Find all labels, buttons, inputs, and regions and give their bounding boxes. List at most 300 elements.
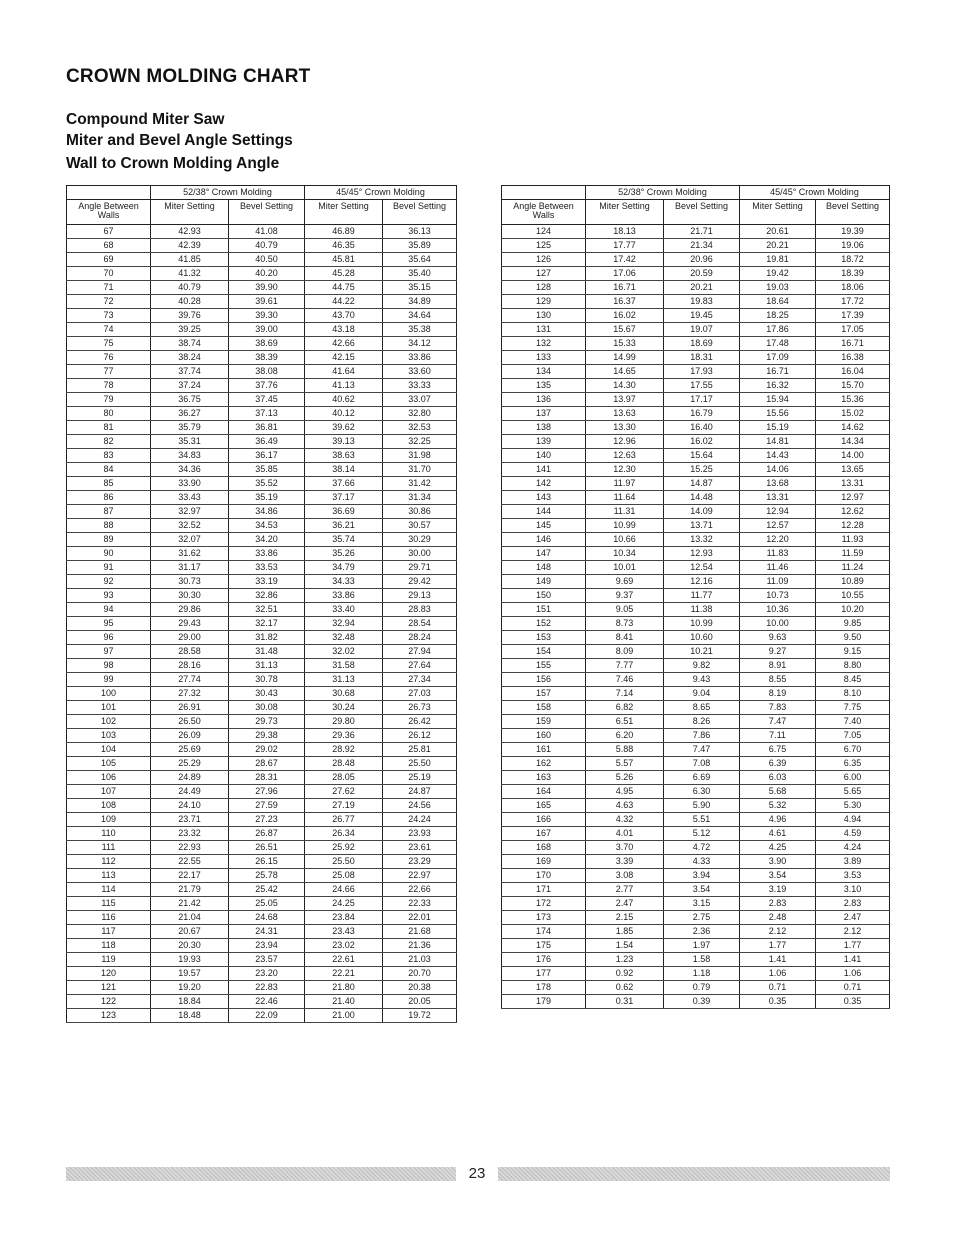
miter-52-38-cell: 36.75 — [151, 393, 229, 407]
bevel-45-45-cell: 35.15 — [383, 281, 457, 295]
bevel-52-38-cell: 14.87 — [664, 477, 740, 491]
header-blank-cell — [502, 186, 586, 200]
angle-between-walls-cell: 69 — [67, 253, 151, 267]
bevel-45-45-cell: 14.34 — [816, 435, 890, 449]
miter-45-45-cell: 1.41 — [740, 953, 816, 967]
miter-45-45-cell: 21.80 — [305, 981, 383, 995]
miter-45-45-cell: 29.80 — [305, 715, 383, 729]
bevel-45-45-cell: 23.29 — [383, 855, 457, 869]
miter-52-38-cell: 17.77 — [586, 239, 664, 253]
miter-45-45-cell: 17.09 — [740, 351, 816, 365]
miter-45-45-cell: 6.39 — [740, 757, 816, 771]
bevel-45-45-cell: 4.59 — [816, 827, 890, 841]
miter-45-45-cell: 42.66 — [305, 337, 383, 351]
bevel-45-45-cell: 35.40 — [383, 267, 457, 281]
header-miter-setting-45-45: Miter Setting — [305, 200, 383, 225]
table-row — [67, 715, 457, 729]
angle-between-walls-cell: 115 — [67, 897, 151, 911]
miter-45-45-cell: 14.06 — [740, 463, 816, 477]
bevel-52-38-cell: 29.02 — [229, 743, 305, 757]
miter-52-38-cell: 38.74 — [151, 337, 229, 351]
miter-52-38-cell: 14.30 — [586, 379, 664, 393]
miter-45-45-cell: 34.79 — [305, 561, 383, 575]
table-row — [502, 911, 890, 925]
table-row — [67, 281, 457, 295]
bevel-45-45-cell: 24.56 — [383, 799, 457, 813]
bevel-45-45-cell: 33.07 — [383, 393, 457, 407]
angle-between-walls-cell: 77 — [67, 365, 151, 379]
miter-52-38-cell: 39.76 — [151, 309, 229, 323]
miter-45-45-cell: 27.19 — [305, 799, 383, 813]
bevel-52-38-cell: 39.61 — [229, 295, 305, 309]
table-row — [67, 883, 457, 897]
miter-52-38-cell: 34.83 — [151, 449, 229, 463]
table-row — [67, 743, 457, 757]
table-row — [67, 435, 457, 449]
miter-52-38-cell: 42.93 — [151, 225, 229, 239]
bevel-52-38-cell: 29.38 — [229, 729, 305, 743]
bevel-52-38-cell: 1.97 — [664, 939, 740, 953]
table-row — [67, 953, 457, 967]
bevel-52-38-cell: 19.45 — [664, 309, 740, 323]
table-row — [502, 631, 890, 645]
subtitle-miter-bevel-settings: Miter and Bevel Angle Settings — [66, 132, 293, 149]
bevel-45-45-cell: 22.01 — [383, 911, 457, 925]
table-row — [502, 617, 890, 631]
bevel-45-45-cell: 23.61 — [383, 841, 457, 855]
header-blank-cell — [67, 186, 151, 200]
miter-45-45-cell: 32.02 — [305, 645, 383, 659]
bevel-45-45-cell: 19.39 — [816, 225, 890, 239]
bevel-45-45-cell: 5.30 — [816, 799, 890, 813]
bevel-52-38-cell: 27.96 — [229, 785, 305, 799]
miter-45-45-cell: 29.36 — [305, 729, 383, 743]
angle-between-walls-cell: 73 — [67, 309, 151, 323]
miter-52-38-cell: 41.32 — [151, 267, 229, 281]
table-row — [67, 463, 457, 477]
bevel-52-38-cell: 7.08 — [664, 757, 740, 771]
miter-45-45-cell: 15.94 — [740, 393, 816, 407]
bevel-45-45-cell: 28.54 — [383, 617, 457, 631]
bevel-45-45-cell: 22.97 — [383, 869, 457, 883]
bevel-52-38-cell: 26.51 — [229, 841, 305, 855]
miter-45-45-cell: 13.31 — [740, 491, 816, 505]
angle-between-walls-cell: 139 — [502, 435, 586, 449]
table-row — [502, 757, 890, 771]
bevel-52-38-cell: 15.25 — [664, 463, 740, 477]
angle-between-walls-cell: 125 — [502, 239, 586, 253]
angle-between-walls-cell: 135 — [502, 379, 586, 393]
miter-52-38-cell: 19.20 — [151, 981, 229, 995]
bevel-52-38-cell: 19.83 — [664, 295, 740, 309]
angle-between-walls-cell: 144 — [502, 505, 586, 519]
bevel-45-45-cell: 25.81 — [383, 743, 457, 757]
angle-between-walls-cell: 150 — [502, 589, 586, 603]
miter-45-45-cell: 28.48 — [305, 757, 383, 771]
miter-45-45-cell: 42.15 — [305, 351, 383, 365]
header-miter-setting-52-38: Miter Setting — [586, 200, 664, 225]
miter-52-38-cell: 26.91 — [151, 701, 229, 715]
table-row — [67, 617, 457, 631]
table-row — [502, 981, 890, 995]
bevel-52-38-cell: 32.86 — [229, 589, 305, 603]
bevel-45-45-cell: 30.86 — [383, 505, 457, 519]
miter-45-45-cell: 19.42 — [740, 267, 816, 281]
angle-between-walls-cell: 131 — [502, 323, 586, 337]
table-row — [67, 519, 457, 533]
miter-52-38-cell: 6.82 — [586, 701, 664, 715]
miter-52-38-cell: 7.46 — [586, 673, 664, 687]
bevel-45-45-cell: 31.70 — [383, 463, 457, 477]
bevel-52-38-cell: 27.59 — [229, 799, 305, 813]
angle-between-walls-cell: 93 — [67, 589, 151, 603]
miter-52-38-cell: 32.97 — [151, 505, 229, 519]
bevel-52-38-cell: 16.79 — [664, 407, 740, 421]
table-row — [67, 855, 457, 869]
bevel-45-45-cell: 1.06 — [816, 967, 890, 981]
bevel-52-38-cell: 30.43 — [229, 687, 305, 701]
table-row — [502, 309, 890, 323]
angle-between-walls-cell: 170 — [502, 869, 586, 883]
miter-45-45-cell: 28.92 — [305, 743, 383, 757]
bevel-45-45-cell: 33.60 — [383, 365, 457, 379]
angle-between-walls-cell: 86 — [67, 491, 151, 505]
angle-between-walls-cell: 141 — [502, 463, 586, 477]
miter-45-45-cell: 1.06 — [740, 967, 816, 981]
bevel-52-38-cell: 30.78 — [229, 673, 305, 687]
miter-52-38-cell: 27.32 — [151, 687, 229, 701]
miter-45-45-cell: 11.83 — [740, 547, 816, 561]
miter-52-38-cell: 6.20 — [586, 729, 664, 743]
angle-between-walls-cell: 149 — [502, 575, 586, 589]
angle-between-walls-cell: 68 — [67, 239, 151, 253]
table-row — [502, 323, 890, 337]
bevel-45-45-cell: 8.45 — [816, 673, 890, 687]
bevel-52-38-cell: 5.90 — [664, 799, 740, 813]
miter-52-38-cell: 23.71 — [151, 813, 229, 827]
bevel-45-45-cell: 2.12 — [816, 925, 890, 939]
angle-between-walls-cell: 151 — [502, 603, 586, 617]
bevel-45-45-cell: 8.80 — [816, 659, 890, 673]
bevel-52-38-cell: 38.08 — [229, 365, 305, 379]
table-row — [502, 841, 890, 855]
angle-between-walls-cell: 132 — [502, 337, 586, 351]
miter-52-38-cell: 35.79 — [151, 421, 229, 435]
table-row — [502, 967, 890, 981]
bevel-52-38-cell: 22.83 — [229, 981, 305, 995]
miter-52-38-cell: 26.50 — [151, 715, 229, 729]
footer-bar-left — [66, 1167, 456, 1181]
bevel-52-38-cell: 6.30 — [664, 785, 740, 799]
miter-45-45-cell: 44.22 — [305, 295, 383, 309]
bevel-45-45-cell: 10.89 — [816, 575, 890, 589]
miter-45-45-cell: 2.48 — [740, 911, 816, 925]
miter-45-45-cell: 0.71 — [740, 981, 816, 995]
miter-45-45-cell: 38.63 — [305, 449, 383, 463]
miter-45-45-cell: 32.94 — [305, 617, 383, 631]
miter-45-45-cell: 3.19 — [740, 883, 816, 897]
table-row — [502, 855, 890, 869]
bevel-52-38-cell: 6.69 — [664, 771, 740, 785]
miter-52-38-cell: 0.62 — [586, 981, 664, 995]
miter-45-45-cell: 5.32 — [740, 799, 816, 813]
table-row — [67, 603, 457, 617]
miter-45-45-cell: 43.70 — [305, 309, 383, 323]
table-row — [502, 463, 890, 477]
table-row — [502, 687, 890, 701]
table-row — [502, 785, 890, 799]
miter-52-38-cell: 10.99 — [586, 519, 664, 533]
miter-45-45-cell: 18.64 — [740, 295, 816, 309]
angle-between-walls-cell: 102 — [67, 715, 151, 729]
bevel-45-45-cell: 3.10 — [816, 883, 890, 897]
angle-between-walls-cell: 104 — [67, 743, 151, 757]
table-row — [502, 561, 890, 575]
bevel-52-38-cell: 36.81 — [229, 421, 305, 435]
table-row — [67, 995, 457, 1009]
angle-between-walls-cell: 106 — [67, 771, 151, 785]
angle-between-walls-cell: 161 — [502, 743, 586, 757]
bevel-52-38-cell: 33.53 — [229, 561, 305, 575]
table-row — [502, 645, 890, 659]
miter-45-45-cell: 36.69 — [305, 505, 383, 519]
angle-between-walls-cell: 126 — [502, 253, 586, 267]
bevel-45-45-cell: 6.00 — [816, 771, 890, 785]
angle-between-walls-cell: 145 — [502, 519, 586, 533]
table-row — [67, 379, 457, 393]
miter-45-45-cell: 31.58 — [305, 659, 383, 673]
table-row — [502, 225, 890, 239]
table-row — [67, 309, 457, 323]
angle-between-walls-cell: 128 — [502, 281, 586, 295]
bevel-52-38-cell: 32.17 — [229, 617, 305, 631]
page-footer — [66, 1167, 890, 1183]
miter-45-45-cell: 26.77 — [305, 813, 383, 827]
angle-between-walls-cell: 176 — [502, 953, 586, 967]
angle-between-walls-cell: 152 — [502, 617, 586, 631]
angle-between-walls-cell: 108 — [67, 799, 151, 813]
header-miter-setting-52-38: Miter Setting — [151, 200, 229, 225]
bevel-45-45-cell: 20.05 — [383, 995, 457, 1009]
angle-between-walls-cell: 112 — [67, 855, 151, 869]
angle-between-walls-cell: 162 — [502, 757, 586, 771]
miter-52-38-cell: 8.73 — [586, 617, 664, 631]
header-miter-setting-45-45: Miter Setting — [740, 200, 816, 225]
table-row — [502, 995, 890, 1009]
header-group-45-45: 45/45° Crown Molding — [740, 186, 890, 200]
bevel-52-38-cell: 3.15 — [664, 897, 740, 911]
miter-45-45-cell: 31.13 — [305, 673, 383, 687]
table-row — [67, 785, 457, 799]
miter-45-45-cell: 40.12 — [305, 407, 383, 421]
angle-between-walls-cell: 147 — [502, 547, 586, 561]
table-row — [502, 477, 890, 491]
miter-45-45-cell: 40.62 — [305, 393, 383, 407]
bevel-52-38-cell: 18.69 — [664, 337, 740, 351]
bevel-45-45-cell: 26.12 — [383, 729, 457, 743]
table-row — [502, 939, 890, 953]
miter-45-45-cell: 7.83 — [740, 701, 816, 715]
bevel-45-45-cell: 20.38 — [383, 981, 457, 995]
miter-45-45-cell: 10.36 — [740, 603, 816, 617]
angle-between-walls-cell: 114 — [67, 883, 151, 897]
miter-52-38-cell: 15.67 — [586, 323, 664, 337]
miter-52-38-cell: 31.62 — [151, 547, 229, 561]
bevel-52-38-cell: 34.20 — [229, 533, 305, 547]
table-row — [67, 701, 457, 715]
bevel-52-38-cell: 11.77 — [664, 589, 740, 603]
angle-between-walls-cell: 99 — [67, 673, 151, 687]
miter-52-38-cell: 17.42 — [586, 253, 664, 267]
angle-between-walls-cell: 95 — [67, 617, 151, 631]
bevel-45-45-cell: 15.70 — [816, 379, 890, 393]
bevel-45-45-cell: 23.93 — [383, 827, 457, 841]
bevel-45-45-cell: 15.02 — [816, 407, 890, 421]
bevel-52-38-cell: 17.93 — [664, 365, 740, 379]
angle-between-walls-cell: 91 — [67, 561, 151, 575]
bevel-45-45-cell: 18.06 — [816, 281, 890, 295]
angle-table-left — [66, 185, 457, 1023]
miter-45-45-cell: 14.43 — [740, 449, 816, 463]
table-row — [67, 869, 457, 883]
bevel-45-45-cell: 10.20 — [816, 603, 890, 617]
bevel-52-38-cell: 10.21 — [664, 645, 740, 659]
bevel-45-45-cell: 7.75 — [816, 701, 890, 715]
table-row — [67, 589, 457, 603]
bevel-52-38-cell: 31.48 — [229, 645, 305, 659]
angle-between-walls-cell: 133 — [502, 351, 586, 365]
miter-45-45-cell: 18.25 — [740, 309, 816, 323]
table-row — [502, 519, 890, 533]
miter-45-45-cell: 4.61 — [740, 827, 816, 841]
miter-45-45-cell: 16.71 — [740, 365, 816, 379]
miter-52-38-cell: 1.54 — [586, 939, 664, 953]
angle-table-right-body — [502, 225, 890, 1009]
miter-52-38-cell: 24.10 — [151, 799, 229, 813]
miter-52-38-cell: 21.42 — [151, 897, 229, 911]
angle-between-walls-cell: 94 — [67, 603, 151, 617]
table-row — [502, 449, 890, 463]
angle-table-right — [501, 185, 890, 1009]
miter-52-38-cell: 14.65 — [586, 365, 664, 379]
table-row — [502, 953, 890, 967]
table-row — [67, 407, 457, 421]
bevel-52-38-cell: 2.75 — [664, 911, 740, 925]
miter-52-38-cell: 5.88 — [586, 743, 664, 757]
table-row — [67, 365, 457, 379]
table-row — [67, 757, 457, 771]
bevel-45-45-cell: 16.38 — [816, 351, 890, 365]
table-row — [502, 239, 890, 253]
miter-45-45-cell: 23.84 — [305, 911, 383, 925]
angle-between-walls-cell: 124 — [502, 225, 586, 239]
bevel-45-45-cell: 1.41 — [816, 953, 890, 967]
miter-52-38-cell: 29.43 — [151, 617, 229, 631]
miter-52-38-cell: 13.30 — [586, 421, 664, 435]
table-row — [502, 883, 890, 897]
miter-52-38-cell: 16.37 — [586, 295, 664, 309]
miter-52-38-cell: 10.01 — [586, 561, 664, 575]
table-row — [67, 491, 457, 505]
table-row — [67, 561, 457, 575]
bevel-52-38-cell: 16.40 — [664, 421, 740, 435]
miter-45-45-cell: 4.96 — [740, 813, 816, 827]
miter-52-38-cell: 22.55 — [151, 855, 229, 869]
table-row — [67, 659, 457, 673]
bevel-52-38-cell: 5.51 — [664, 813, 740, 827]
miter-45-45-cell: 7.47 — [740, 715, 816, 729]
miter-45-45-cell: 35.26 — [305, 547, 383, 561]
bevel-45-45-cell: 9.15 — [816, 645, 890, 659]
bevel-52-38-cell: 17.55 — [664, 379, 740, 393]
miter-45-45-cell: 17.86 — [740, 323, 816, 337]
table-row — [67, 1009, 457, 1023]
bevel-52-38-cell: 7.47 — [664, 743, 740, 757]
miter-45-45-cell: 9.27 — [740, 645, 816, 659]
miter-52-38-cell: 41.85 — [151, 253, 229, 267]
table-row — [67, 267, 457, 281]
miter-45-45-cell: 12.20 — [740, 533, 816, 547]
table-row — [502, 701, 890, 715]
bevel-45-45-cell: 35.64 — [383, 253, 457, 267]
bevel-45-45-cell: 26.42 — [383, 715, 457, 729]
table-row — [67, 729, 457, 743]
miter-45-45-cell: 15.56 — [740, 407, 816, 421]
table-row — [502, 533, 890, 547]
bevel-45-45-cell: 26.73 — [383, 701, 457, 715]
angle-between-walls-cell: 130 — [502, 309, 586, 323]
header-group-52-38: 52/38° Crown Molding — [151, 186, 305, 200]
angle-between-walls-cell: 154 — [502, 645, 586, 659]
bevel-45-45-cell: 7.05 — [816, 729, 890, 743]
table-row — [502, 337, 890, 351]
angle-between-walls-cell: 121 — [67, 981, 151, 995]
bevel-52-38-cell: 39.00 — [229, 323, 305, 337]
miter-45-45-cell: 21.00 — [305, 1009, 383, 1023]
bevel-52-38-cell: 7.86 — [664, 729, 740, 743]
miter-52-38-cell: 4.32 — [586, 813, 664, 827]
table-row — [502, 897, 890, 911]
bevel-52-38-cell: 3.54 — [664, 883, 740, 897]
bevel-52-38-cell: 20.21 — [664, 281, 740, 295]
angle-between-walls-cell: 87 — [67, 505, 151, 519]
angle-between-walls-cell: 67 — [67, 225, 151, 239]
bevel-45-45-cell: 15.36 — [816, 393, 890, 407]
miter-52-38-cell: 0.92 — [586, 967, 664, 981]
table-row — [67, 841, 457, 855]
table-row — [502, 351, 890, 365]
miter-52-38-cell: 3.39 — [586, 855, 664, 869]
bevel-52-38-cell: 19.07 — [664, 323, 740, 337]
angle-between-walls-cell: 177 — [502, 967, 586, 981]
angle-between-walls-cell: 98 — [67, 659, 151, 673]
angle-between-walls-cell: 148 — [502, 561, 586, 575]
bevel-45-45-cell: 21.36 — [383, 939, 457, 953]
angle-table-left-body — [67, 225, 457, 1023]
bevel-52-38-cell: 12.54 — [664, 561, 740, 575]
miter-52-38-cell: 40.28 — [151, 295, 229, 309]
bevel-45-45-cell: 30.29 — [383, 533, 457, 547]
page-title: CROWN MOLDING CHART — [66, 66, 311, 87]
angle-between-walls-cell: 78 — [67, 379, 151, 393]
miter-52-38-cell: 4.63 — [586, 799, 664, 813]
bevel-45-45-cell: 27.34 — [383, 673, 457, 687]
bevel-45-45-cell: 33.86 — [383, 351, 457, 365]
miter-45-45-cell: 41.13 — [305, 379, 383, 393]
table-row — [502, 715, 890, 729]
miter-45-45-cell: 25.50 — [305, 855, 383, 869]
bevel-45-45-cell: 18.72 — [816, 253, 890, 267]
